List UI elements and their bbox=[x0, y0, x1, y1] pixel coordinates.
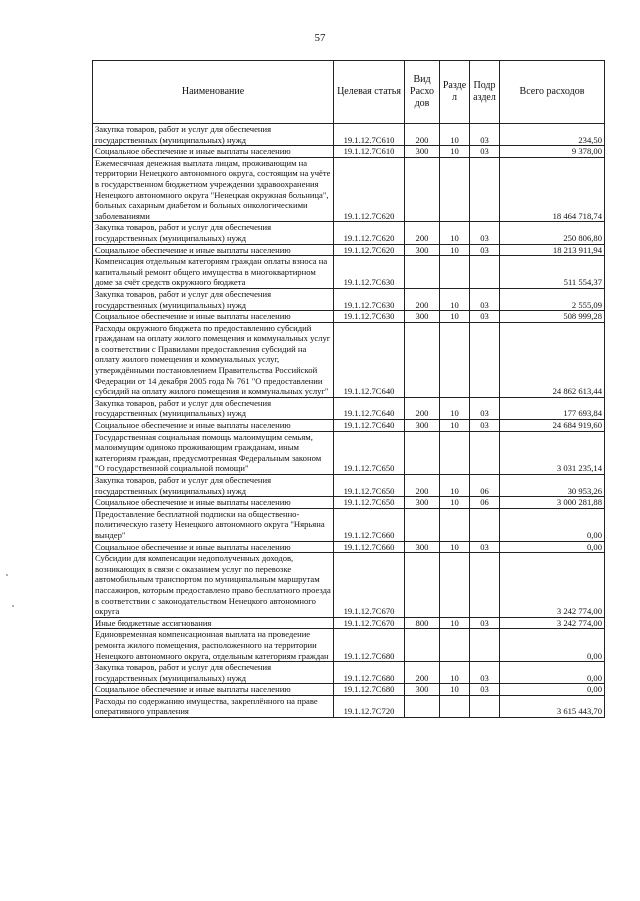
cell-name: Субсидии для компенсации недополученных доходов, возникающих в связи с оказанием услуг по перевозке автомобильным транспортом по муниципальным маршрутам пассажиров, которым предоставлено право бесплатного проезда в соответствии с законодательством Ненецкого автономного округа bbox=[93, 553, 334, 618]
scan-mark bbox=[6, 574, 8, 576]
cell-code: 19.1.12.7С610 bbox=[334, 146, 405, 158]
cell-podrazdel: 03 bbox=[470, 244, 500, 256]
cell-name: Социальное обеспечение и иные выплаты населению bbox=[93, 684, 334, 696]
cell-name: Расходы по содержанию имущества, закреплённого на праве оперативного управления bbox=[93, 695, 334, 717]
table-row bbox=[93, 541, 605, 553]
header-row bbox=[93, 61, 605, 124]
cell-vid: 200 bbox=[405, 475, 440, 497]
scan-mark bbox=[12, 605, 14, 607]
cell-vid bbox=[405, 256, 440, 289]
budget-table bbox=[92, 60, 605, 718]
header-podrazdel: Подр аздел bbox=[470, 61, 500, 124]
cell-podrazdel bbox=[470, 553, 500, 618]
cell-code: 19.1.12.7С630 bbox=[334, 311, 405, 323]
cell-razdel bbox=[440, 431, 470, 474]
cell-total: 3 242 774,00 bbox=[500, 553, 605, 618]
cell-podrazdel bbox=[470, 256, 500, 289]
cell-code: 19.1.12.7С680 bbox=[334, 629, 405, 662]
cell-total: 508 999,28 bbox=[500, 311, 605, 323]
cell-vid bbox=[405, 508, 440, 541]
cell-total: 3 000 281,88 bbox=[500, 497, 605, 509]
cell-razdel: 10 bbox=[440, 244, 470, 256]
cell-total: 0,00 bbox=[500, 629, 605, 662]
cell-vid: 300 bbox=[405, 311, 440, 323]
cell-vid: 300 bbox=[405, 244, 440, 256]
header-code: Целевая статья bbox=[334, 61, 405, 124]
cell-name: Социальное обеспечение и иные выплаты населению bbox=[93, 146, 334, 158]
cell-razdel: 10 bbox=[440, 617, 470, 629]
cell-vid bbox=[405, 553, 440, 618]
header-name: Наименование bbox=[93, 61, 334, 124]
cell-name: Социальное обеспечение и иные выплаты населению bbox=[93, 497, 334, 509]
cell-name: Закупка товаров, работ и услуг для обеспечения государственных (муниципальных) нужд bbox=[93, 288, 334, 310]
cell-razdel bbox=[440, 553, 470, 618]
header-razdel: Разде л bbox=[440, 61, 470, 124]
table-header bbox=[93, 61, 605, 124]
cell-podrazdel: 03 bbox=[470, 288, 500, 310]
cell-code: 19.1.12.7С640 bbox=[334, 322, 405, 397]
cell-name: Социальное обеспечение и иные выплаты населению bbox=[93, 420, 334, 432]
cell-podrazdel: 03 bbox=[470, 397, 500, 419]
cell-podrazdel bbox=[470, 322, 500, 397]
cell-name: Закупка товаров, работ и услуг для обеспечения государственных (муниципальных) нужд bbox=[93, 475, 334, 497]
cell-razdel: 10 bbox=[440, 146, 470, 158]
cell-code: 19.1.12.7С650 bbox=[334, 497, 405, 509]
table-row bbox=[93, 244, 605, 256]
cell-razdel bbox=[440, 508, 470, 541]
cell-razdel: 10 bbox=[440, 124, 470, 146]
cell-name: Предоставление бесплатной подписки на общественно-политическую газету Ненецкого автономного округа "Нярьяна вындер" bbox=[93, 508, 334, 541]
cell-total: 250 806,80 bbox=[500, 222, 605, 244]
table-row bbox=[93, 124, 605, 146]
cell-podrazdel: 03 bbox=[470, 662, 500, 684]
cell-podrazdel: 03 bbox=[470, 541, 500, 553]
cell-total: 0,00 bbox=[500, 541, 605, 553]
table-row bbox=[93, 157, 605, 222]
cell-podrazdel: 03 bbox=[470, 146, 500, 158]
cell-podrazdel: 03 bbox=[470, 617, 500, 629]
cell-razdel: 10 bbox=[440, 684, 470, 696]
cell-name: Иные бюджетные ассигнования bbox=[93, 617, 334, 629]
table-row bbox=[93, 431, 605, 474]
cell-name: Закупка товаров, работ и услуг для обеспечения государственных (муниципальных) нужд bbox=[93, 222, 334, 244]
cell-podrazdel: 03 bbox=[470, 420, 500, 432]
cell-total: 0,00 bbox=[500, 508, 605, 541]
cell-vid bbox=[405, 322, 440, 397]
cell-code: 19.1.12.7С660 bbox=[334, 541, 405, 553]
cell-code: 19.1.12.7С720 bbox=[334, 695, 405, 717]
table-row bbox=[93, 322, 605, 397]
cell-vid: 200 bbox=[405, 397, 440, 419]
cell-name: Ежемесячная денежная выплата лицам, проживающим на территории Ненецкого автономного округа, состоящим на учёте в государственном бюджетном учреждении здравоохранения Ненецкого автономного округа "Ненецкая окружная больница", больных сахарным диабетом и больных онкологическими заболеваниями bbox=[93, 157, 334, 222]
cell-total: 3 031 235,14 bbox=[500, 431, 605, 474]
cell-podrazdel bbox=[470, 695, 500, 717]
table-row bbox=[93, 553, 605, 618]
cell-name: Государственная социальная помощь малоимущим семьям, малоимущим одиноко проживающим гражданам, иным категориям граждан, предусмотренная Федеральным законом "О государственной социальной помощи" bbox=[93, 431, 334, 474]
table-row bbox=[93, 311, 605, 323]
cell-code: 19.1.12.7С660 bbox=[334, 508, 405, 541]
cell-vid: 300 bbox=[405, 541, 440, 553]
cell-total: 18 213 911,94 bbox=[500, 244, 605, 256]
cell-name: Закупка товаров, работ и услуг для обеспечения государственных (муниципальных) нужд bbox=[93, 124, 334, 146]
cell-razdel: 10 bbox=[440, 662, 470, 684]
table-row bbox=[93, 397, 605, 419]
cell-code: 19.1.12.7С680 bbox=[334, 662, 405, 684]
cell-name: Компенсация отдельным категориям граждан оплаты взноса на капитальный ремонт общего имущества в многоквартирном доме за счёт средств окружного бюджета bbox=[93, 256, 334, 289]
cell-razdel: 10 bbox=[440, 311, 470, 323]
cell-name: Социальное обеспечение и иные выплаты населению bbox=[93, 244, 334, 256]
cell-razdel bbox=[440, 157, 470, 222]
cell-razdel: 10 bbox=[440, 397, 470, 419]
cell-podrazdel bbox=[470, 508, 500, 541]
cell-name: Единовременная компенсационная выплата на проведение ремонта жилого помещения, расположенного на территории Ненецкого автономного округа, отдельным категориям граждан bbox=[93, 629, 334, 662]
cell-vid: 800 bbox=[405, 617, 440, 629]
table-row bbox=[93, 222, 605, 244]
cell-podrazdel: 06 bbox=[470, 497, 500, 509]
cell-podrazdel: 03 bbox=[470, 684, 500, 696]
page-number: 57 bbox=[314, 32, 326, 44]
table-row bbox=[93, 662, 605, 684]
cell-code: 19.1.12.7С630 bbox=[334, 288, 405, 310]
cell-vid: 300 bbox=[405, 420, 440, 432]
table-row bbox=[93, 288, 605, 310]
cell-vid: 200 bbox=[405, 222, 440, 244]
cell-code: 19.1.12.7С640 bbox=[334, 420, 405, 432]
table-row bbox=[93, 629, 605, 662]
cell-razdel: 10 bbox=[440, 475, 470, 497]
cell-podrazdel bbox=[470, 157, 500, 222]
cell-podrazdel bbox=[470, 431, 500, 474]
cell-vid bbox=[405, 157, 440, 222]
cell-razdel bbox=[440, 322, 470, 397]
cell-name: Закупка товаров, работ и услуг для обеспечения государственных (муниципальных) нужд bbox=[93, 662, 334, 684]
cell-code: 19.1.12.7С610 bbox=[334, 124, 405, 146]
cell-vid: 200 bbox=[405, 124, 440, 146]
cell-razdel: 10 bbox=[440, 288, 470, 310]
cell-code: 19.1.12.7С620 bbox=[334, 157, 405, 222]
table-row bbox=[93, 256, 605, 289]
table-body bbox=[93, 124, 605, 718]
cell-total: 234,50 bbox=[500, 124, 605, 146]
cell-code: 19.1.12.7С680 bbox=[334, 684, 405, 696]
cell-code: 19.1.12.7С640 bbox=[334, 397, 405, 419]
table-row bbox=[93, 475, 605, 497]
cell-podrazdel: 03 bbox=[470, 222, 500, 244]
cell-name: Социальное обеспечение и иные выплаты населению bbox=[93, 311, 334, 323]
cell-razdel bbox=[440, 256, 470, 289]
cell-total: 3 615 443,70 bbox=[500, 695, 605, 717]
cell-razdel bbox=[440, 629, 470, 662]
cell-total: 177 693,84 bbox=[500, 397, 605, 419]
cell-vid: 300 bbox=[405, 497, 440, 509]
cell-podrazdel bbox=[470, 629, 500, 662]
cell-vid bbox=[405, 629, 440, 662]
cell-name: Социальное обеспечение и иные выплаты населению bbox=[93, 541, 334, 553]
cell-razdel: 10 bbox=[440, 420, 470, 432]
cell-vid: 200 bbox=[405, 288, 440, 310]
cell-code: 19.1.12.7С650 bbox=[334, 475, 405, 497]
cell-code: 19.1.12.7С670 bbox=[334, 617, 405, 629]
cell-razdel: 10 bbox=[440, 497, 470, 509]
cell-name: Расходы окружного бюджета по предоставлению субсидий гражданам на оплату жилого помещения и коммунальных услуг в соответствии с Правилами предоставления субсидий на оплату жилого помещения и коммунальных услуг, утверждёнными постановлением Правительства Российской Федерации от 14 декабря 2005 года № 761 "О предоставлении субсидий на оплату жилого помещения и коммунальных услуг" bbox=[93, 322, 334, 397]
cell-code: 19.1.12.7С650 bbox=[334, 431, 405, 474]
table-row bbox=[93, 420, 605, 432]
table-row bbox=[93, 684, 605, 696]
cell-total: 0,00 bbox=[500, 662, 605, 684]
cell-total: 18 464 718,74 bbox=[500, 157, 605, 222]
cell-total: 3 242 774,00 bbox=[500, 617, 605, 629]
cell-razdel: 10 bbox=[440, 541, 470, 553]
cell-total: 2 555,09 bbox=[500, 288, 605, 310]
cell-total: 24 684 919,60 bbox=[500, 420, 605, 432]
cell-name: Закупка товаров, работ и услуг для обеспечения государственных (муниципальных) нужд bbox=[93, 397, 334, 419]
table-row bbox=[93, 146, 605, 158]
header-vid: Вид Расхо дов bbox=[405, 61, 440, 124]
cell-podrazdel: 03 bbox=[470, 311, 500, 323]
cell-vid bbox=[405, 431, 440, 474]
table-row bbox=[93, 695, 605, 717]
header-total: Всего расходов bbox=[500, 61, 605, 124]
cell-total: 9 378,00 bbox=[500, 146, 605, 158]
cell-vid bbox=[405, 695, 440, 717]
cell-code: 19.1.12.7С620 bbox=[334, 244, 405, 256]
cell-total: 24 862 613,44 bbox=[500, 322, 605, 397]
table-row bbox=[93, 617, 605, 629]
table-row bbox=[93, 497, 605, 509]
cell-podrazdel: 03 bbox=[470, 124, 500, 146]
cell-code: 19.1.12.7С630 bbox=[334, 256, 405, 289]
cell-total: 30 953,26 bbox=[500, 475, 605, 497]
table-row bbox=[93, 508, 605, 541]
cell-podrazdel: 06 bbox=[470, 475, 500, 497]
cell-code: 19.1.12.7С620 bbox=[334, 222, 405, 244]
cell-vid: 200 bbox=[405, 662, 440, 684]
cell-vid: 300 bbox=[405, 684, 440, 696]
cell-code: 19.1.12.7С670 bbox=[334, 553, 405, 618]
cell-total: 0,00 bbox=[500, 684, 605, 696]
cell-razdel bbox=[440, 695, 470, 717]
cell-vid: 300 bbox=[405, 146, 440, 158]
cell-total: 511 554,37 bbox=[500, 256, 605, 289]
cell-razdel: 10 bbox=[440, 222, 470, 244]
